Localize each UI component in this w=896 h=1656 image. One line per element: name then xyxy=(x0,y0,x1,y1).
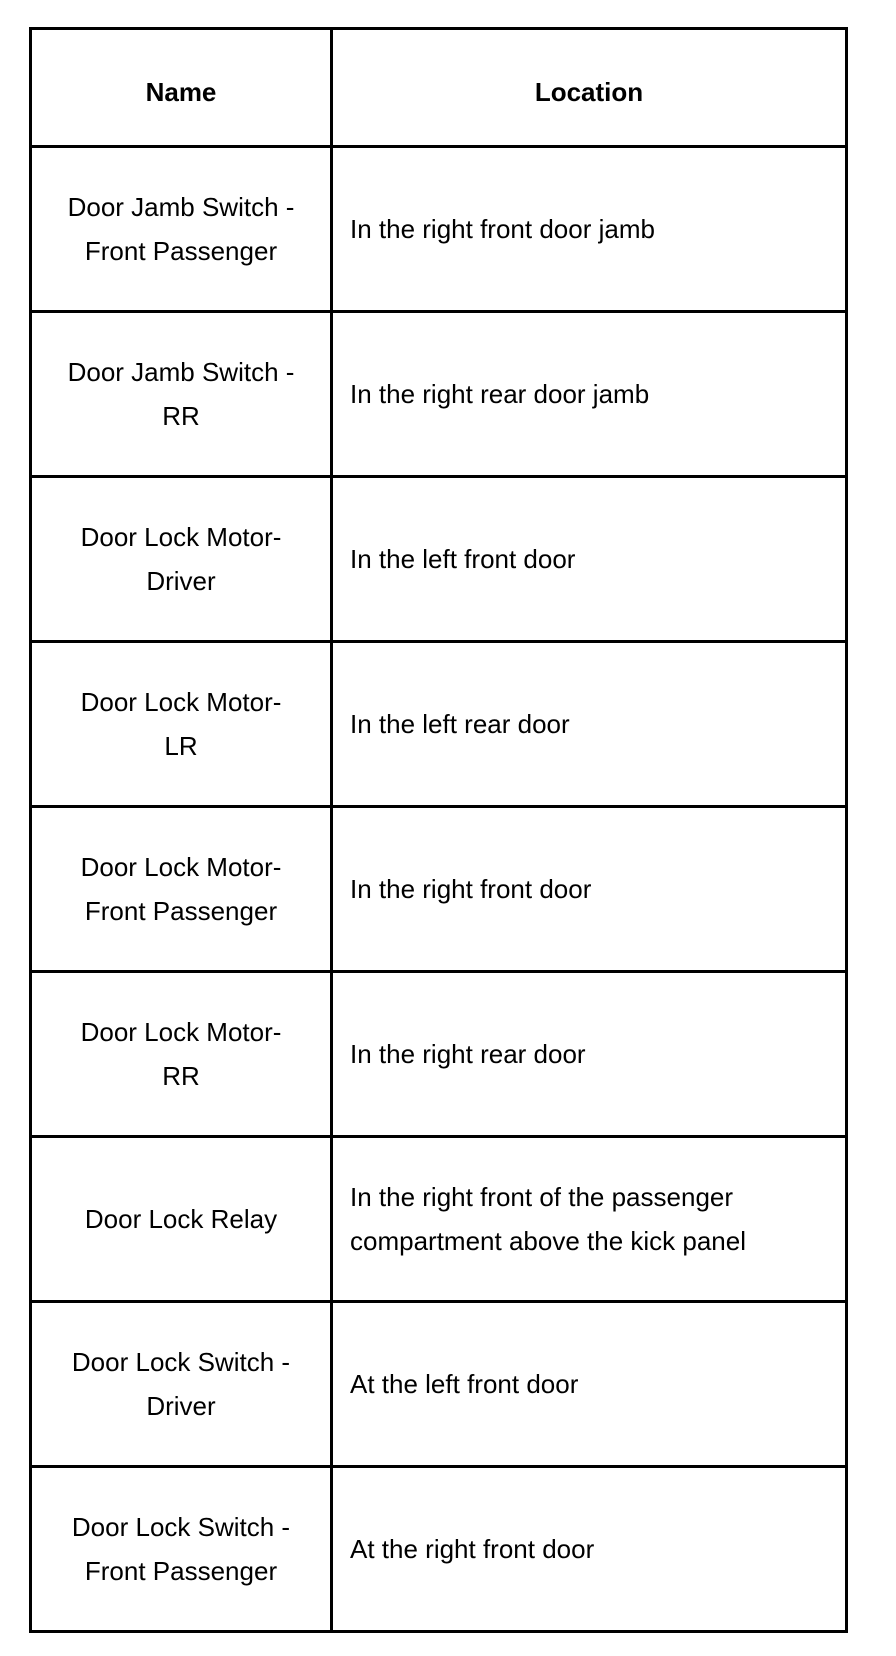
name-text-line: Front Passenger xyxy=(84,1556,278,1586)
location-cell xyxy=(332,972,847,1137)
name-text-line: Door Lock Motor- xyxy=(80,522,282,552)
table-row xyxy=(31,1467,847,1632)
name-text-line: Door Lock Motor- xyxy=(80,852,282,882)
name-cell xyxy=(31,1137,332,1302)
location-text-line: At the left front door xyxy=(350,1369,579,1399)
table-row xyxy=(31,807,847,972)
table-row xyxy=(31,1137,847,1302)
location-cell xyxy=(332,477,847,642)
header-location: Location xyxy=(332,29,847,147)
name-text-line: RR xyxy=(162,1061,200,1091)
name-text-line: Door Lock Motor- xyxy=(80,687,282,717)
location-cell xyxy=(332,312,847,477)
header-row xyxy=(31,29,847,147)
name-text-line: Front Passenger xyxy=(84,236,278,266)
table-row xyxy=(31,642,847,807)
location-text-line: In the left rear door xyxy=(350,709,570,739)
name-text-line: Door Lock Switch - xyxy=(71,1347,291,1377)
name-text-line: Door Jamb Switch - xyxy=(67,192,295,222)
table-row xyxy=(31,312,847,477)
location-cell xyxy=(332,1302,847,1467)
location-cell xyxy=(332,807,847,972)
name-cell xyxy=(31,972,332,1137)
location-text-line: At the right front door xyxy=(350,1534,595,1564)
name-cell xyxy=(31,312,332,477)
location-text-line: In the right front of the passenger xyxy=(350,1182,734,1212)
component-location-table xyxy=(29,27,848,1633)
location-cell xyxy=(332,147,847,312)
name-text-line: LR xyxy=(164,731,198,761)
location-cell xyxy=(332,1467,847,1632)
name-text-line: Door Jamb Switch - xyxy=(67,357,295,387)
name-text-line: Door Lock Switch - xyxy=(71,1512,291,1542)
location-text-line: In the right front door xyxy=(350,874,592,904)
location-text-line: In the right rear door jamb xyxy=(350,379,650,409)
name-cell xyxy=(31,1467,332,1632)
table-row xyxy=(31,1302,847,1467)
name-text-line: Driver xyxy=(146,1391,216,1421)
location-text-line: In the left front door xyxy=(350,544,576,574)
location-text-line: In the right front door jamb xyxy=(350,214,655,244)
header-name: Name xyxy=(31,29,332,147)
name-cell xyxy=(31,807,332,972)
name-text-line: Front Passenger xyxy=(84,896,278,926)
name-cell xyxy=(31,1302,332,1467)
table-body xyxy=(31,147,847,1632)
name-text-line: Door Lock Relay xyxy=(84,1204,278,1234)
table-row xyxy=(31,972,847,1137)
table-header xyxy=(31,29,847,147)
name-cell xyxy=(31,147,332,312)
location-cell xyxy=(332,642,847,807)
name-text-line: RR xyxy=(162,401,200,431)
name-text-line: Driver xyxy=(146,566,216,596)
name-cell xyxy=(31,642,332,807)
name-text-line: Door Lock Motor- xyxy=(80,1017,282,1047)
component-location-table-wrapper xyxy=(29,27,845,1633)
table-row xyxy=(31,477,847,642)
location-text-line: compartment above the kick panel xyxy=(350,1226,746,1256)
location-cell xyxy=(332,1137,847,1302)
table-row xyxy=(31,147,847,312)
location-text-line: In the right rear door xyxy=(350,1039,586,1069)
name-cell xyxy=(31,477,332,642)
